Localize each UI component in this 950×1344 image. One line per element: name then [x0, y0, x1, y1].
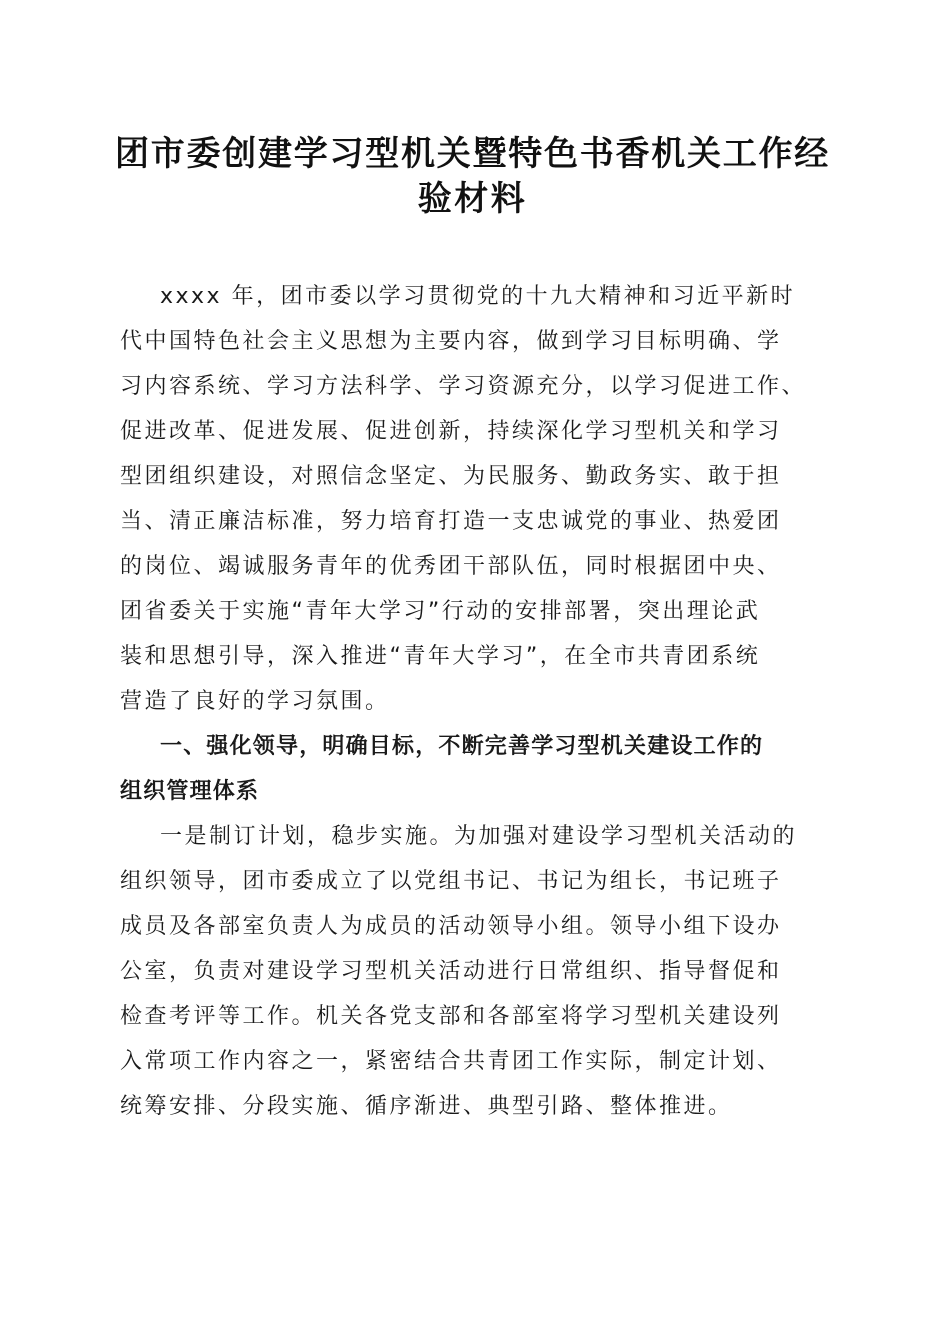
title-line: 验材料	[417, 179, 528, 219]
paragraph-line: 成员及各部室负责人为成员的活动领导小组。领导小组下设办	[120, 914, 782, 939]
paragraph-line: 当、清正廉洁标准，努力培育打造一支忠诚党的事业、热爱团	[120, 509, 782, 534]
paragraph-line: 团省委关于实施“青年大学习”行动的安排部署，突出理论武	[120, 599, 761, 624]
paragraph-line: 代中国特色社会主义思想为主要内容，做到学习目标明确、学	[120, 329, 782, 354]
paragraph-line: 一是制订计划，稳步实施。为加强对建设学习型机关活动的	[160, 824, 798, 849]
paragraph-line: xxxx 年，团市委以学习贯彻党的十九大精神和习近平新时	[160, 284, 796, 309]
paragraph-line: 营造了良好的学习氛围。	[120, 689, 390, 714]
paragraph-line: 习内容系统、学习方法科学、学习资源充分，以学习促进工作、	[120, 374, 807, 399]
heading-line: 组织管理体系	[120, 779, 260, 804]
paragraph-line: 组织领导，团市委成立了以党组书记、书记为组长，书记班子	[120, 869, 782, 894]
paragraph-line: 促进改革、促进发展、促进创新，持续深化学习型机关和学习	[120, 419, 782, 444]
paragraph-line: 装和思想引导，深入推进“青年大学习”，在全市共青团系统	[120, 644, 761, 669]
intro-paragraph	[120, 274, 830, 724]
paragraph-line: 入常项工作内容之一，紧密结合共青团工作实际，制定计划、	[120, 1049, 782, 1074]
title-line: 团市委创建学习型机关暨特色书香机关工作经	[115, 134, 830, 174]
paragraph-line: 检查考评等工作。机关各党支部和各部室将学习型机关建设列	[120, 1004, 782, 1029]
paragraph-line: 的岗位、竭诚服务青年的优秀团干部队伍，同时根据团中央、	[120, 554, 782, 579]
paragraph-line: 统筹安排、分段实施、循序渐进、典型引路、整体推进。	[120, 1094, 733, 1119]
document-title	[115, 132, 830, 222]
paragraph-line: 公室，负责对建设学习型机关活动进行日常组织、指导督促和	[120, 959, 782, 984]
section-heading	[120, 724, 830, 814]
section-paragraph	[120, 814, 830, 1129]
document-body	[120, 274, 830, 1129]
heading-line: 一、强化领导，明确目标，不断完善学习型机关建设工作的	[160, 734, 764, 759]
paragraph-line: 型团组织建设，对照信念坚定、为民服务、勤政务实、敢于担	[120, 464, 782, 489]
